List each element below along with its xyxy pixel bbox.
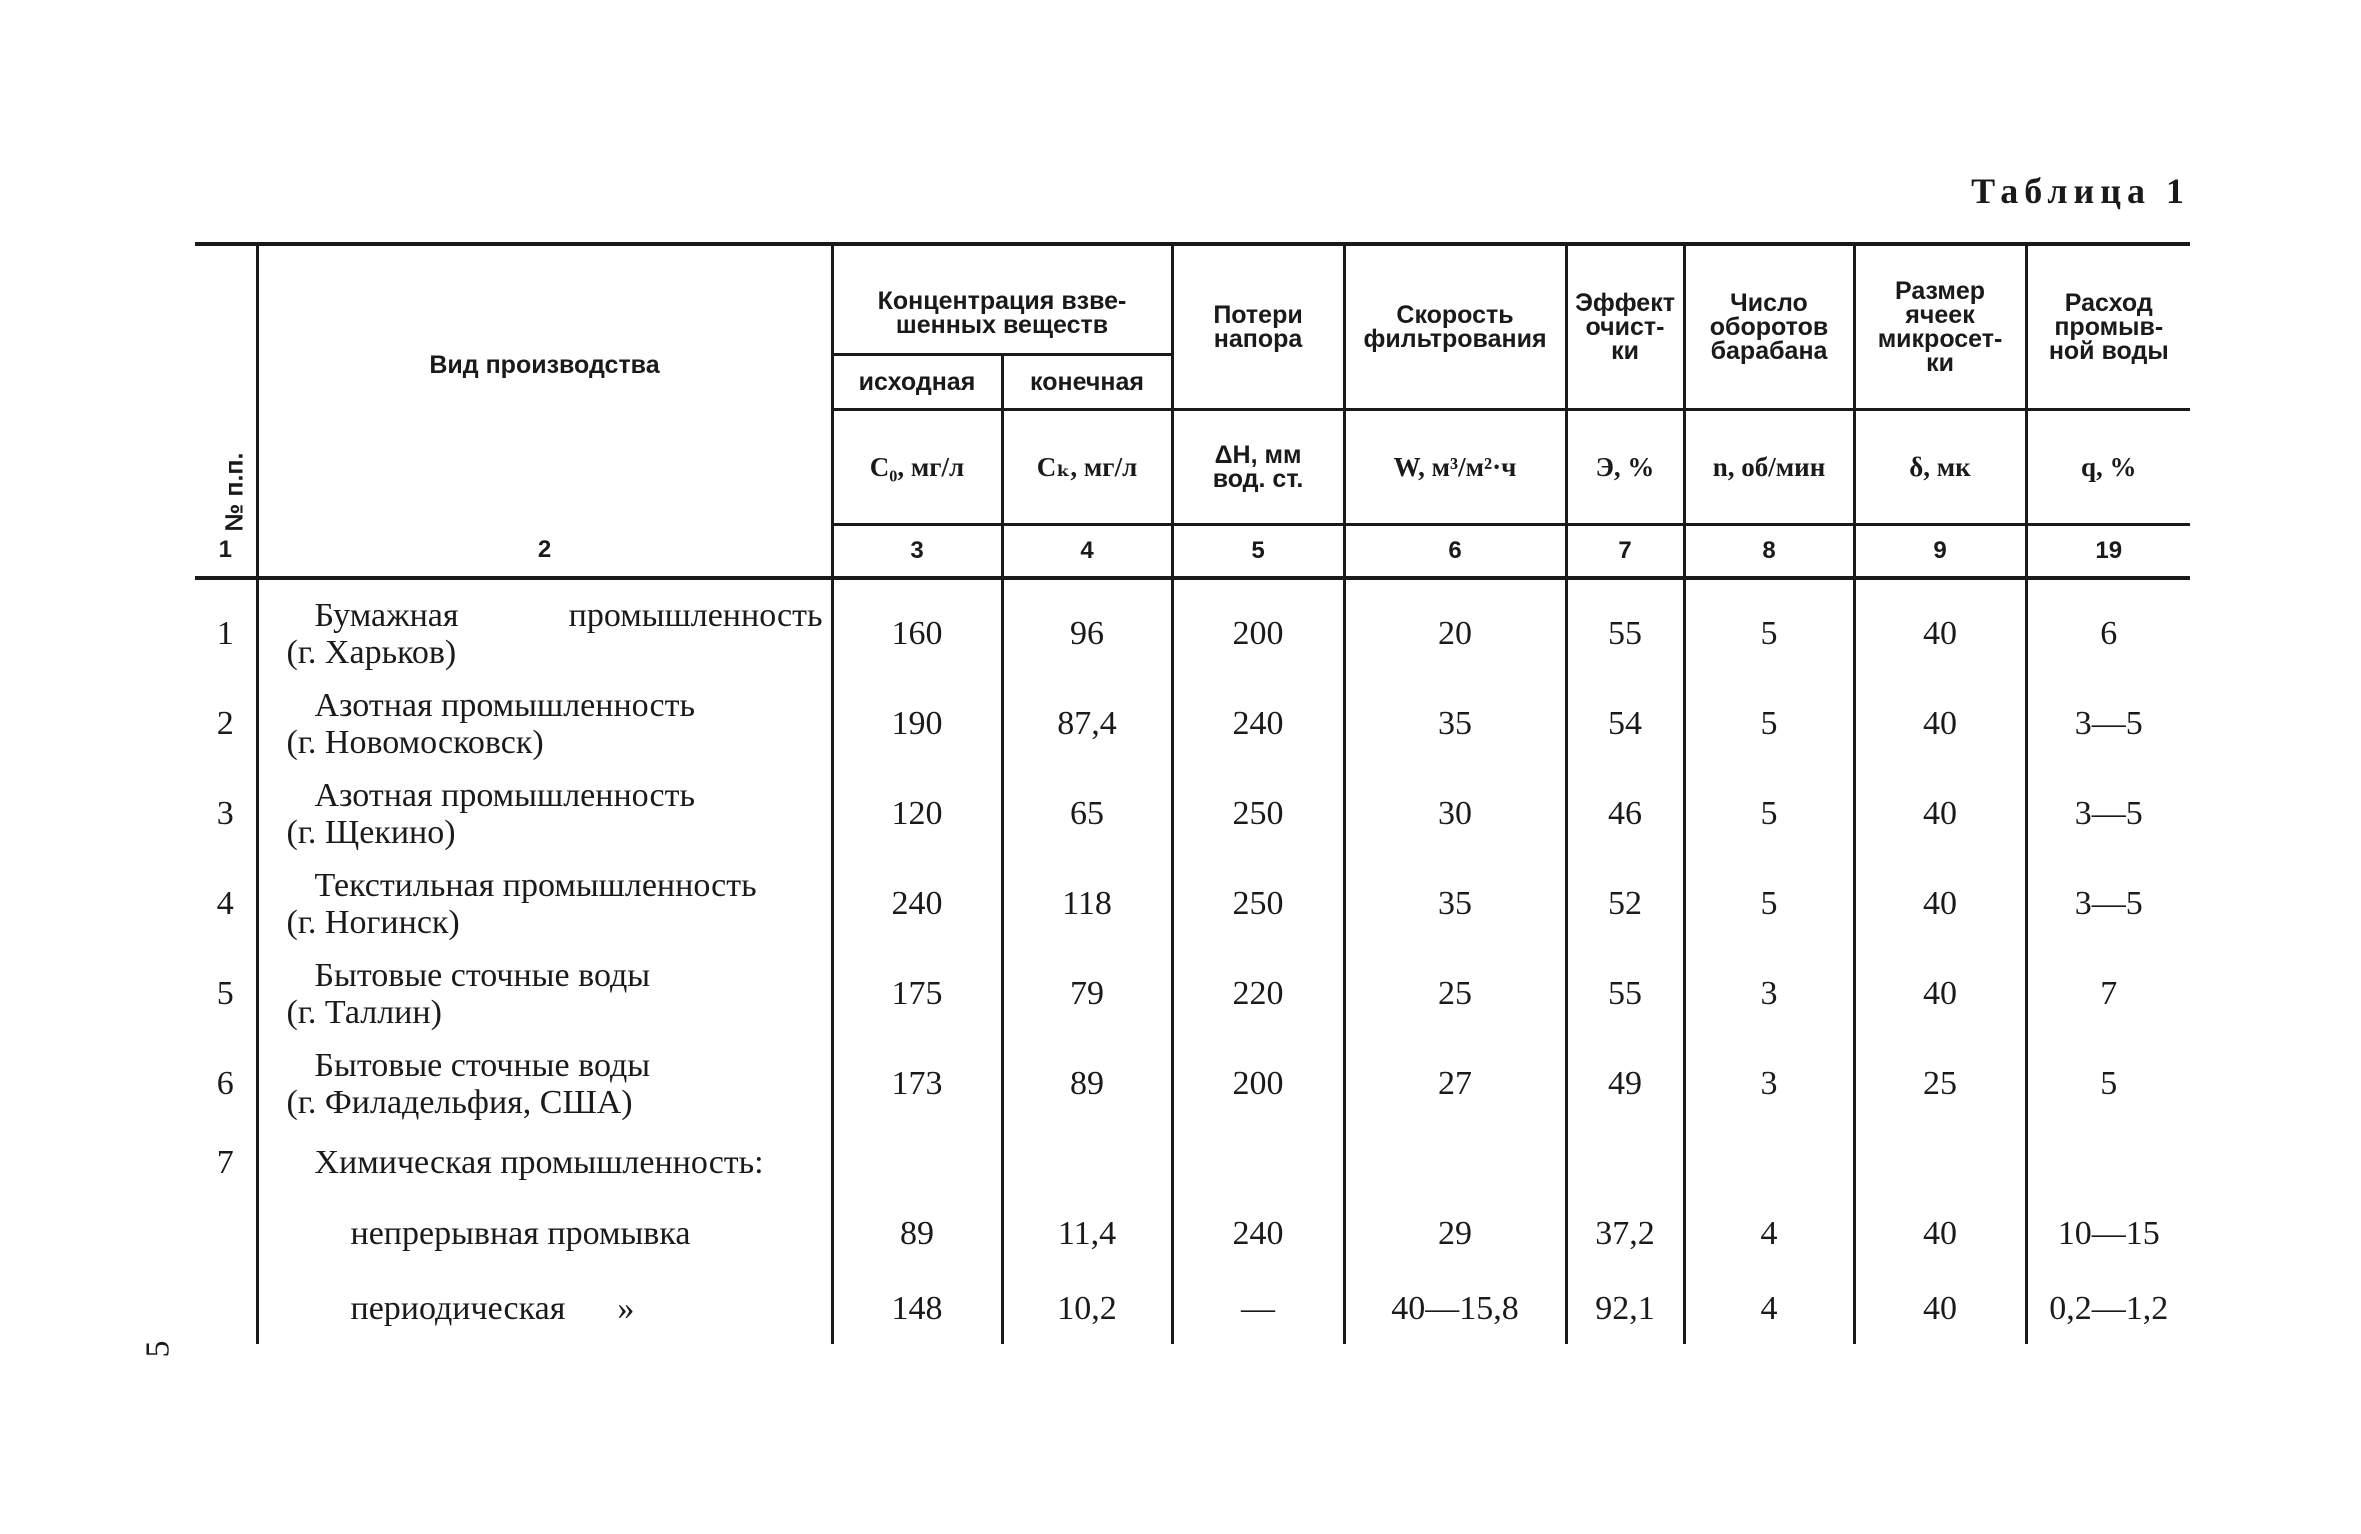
production-name-line2: (г. Ногинск): [286, 903, 460, 941]
cell-c0: 160: [832, 578, 1002, 674]
column-number: 7: [1566, 524, 1684, 578]
cell-e: 92,1: [1566, 1266, 1684, 1344]
cell-q: 5: [2026, 1034, 2190, 1124]
cell-delta: 40: [1854, 764, 2026, 854]
cell-ck: 87,4: [1002, 674, 1172, 764]
cell-rpm: 3: [1684, 1034, 1854, 1124]
production-name: [257, 1034, 832, 1124]
header-head-loss: Потери напора: [1172, 244, 1344, 409]
table-body: [195, 578, 2190, 1344]
cell-delta: 40: [1854, 854, 2026, 944]
cell-rpm: 3: [1684, 944, 1854, 1034]
cell-ck: 96: [1002, 578, 1172, 674]
cell-w: 25: [1344, 944, 1566, 1034]
cell-q: 3—5: [2026, 674, 2190, 764]
row-number: 4: [216, 884, 234, 922]
cell-ck: 65: [1002, 764, 1172, 854]
cell-dh: 220: [1172, 944, 1344, 1034]
cell-ck: 89: [1002, 1034, 1172, 1124]
cell-ck: 10,2: [1002, 1266, 1172, 1344]
production-name-line1: Азотная промышленность: [314, 686, 695, 724]
table-row: [195, 854, 2190, 944]
production-name: [257, 764, 832, 854]
unit-delta: δ, мк: [1854, 409, 2026, 524]
cell-dh: 250: [1172, 854, 1344, 944]
cell-ck: 11,4: [1002, 1194, 1172, 1266]
production-name: [257, 854, 832, 944]
cell-w: 35: [1344, 854, 1566, 944]
cell-rpm: 5: [1684, 578, 1854, 674]
cell-dh: —: [1172, 1266, 1344, 1344]
column-number: 19: [2026, 524, 2190, 578]
cell-e: 52: [1566, 854, 1684, 944]
cell-q: 3—5: [2026, 764, 2190, 854]
production-name-line2: (г. Харьков): [286, 633, 457, 671]
table-row: [195, 1194, 2190, 1266]
cell-c0: 175: [832, 944, 1002, 1034]
header-efficiency: Эффект очист- ки: [1566, 244, 1684, 409]
unit-e: Э, %: [1566, 409, 1684, 524]
cell-e: 46: [1566, 764, 1684, 854]
header-concentration-group: Концентрация взве- шенных веществ: [832, 244, 1172, 354]
cell-rpm: 5: [1684, 764, 1854, 854]
cell-ck: 118: [1002, 854, 1172, 944]
unit-dh: ΔН, мм вод. ст.: [1172, 409, 1344, 524]
cell-delta: 25: [1854, 1034, 2026, 1124]
cell-w: 35: [1344, 674, 1566, 764]
table-row: [195, 578, 2190, 674]
column-number: 2: [257, 524, 832, 578]
column-number: 9: [1854, 524, 2026, 578]
header-production-type: Вид производства: [257, 244, 832, 524]
cell-dh: 200: [1172, 1034, 1344, 1124]
cell-c0: 240: [832, 854, 1002, 944]
cell-e: 55: [1566, 578, 1684, 674]
column-number: 1: [195, 524, 257, 578]
production-name-line2: (г. Новомосковск): [286, 723, 544, 761]
production-name: [257, 1266, 832, 1344]
header-drum-rpm: Число оборотов барабана: [1684, 244, 1854, 409]
cell-delta: 40: [1854, 944, 2026, 1034]
column-number: 3: [832, 524, 1002, 578]
production-name-line2: (г. Щекино): [286, 813, 456, 851]
cell-rpm: 4: [1684, 1266, 1854, 1344]
cell-e: 54: [1566, 674, 1684, 764]
cell-delta: 40: [1854, 674, 2026, 764]
table-title: Таблица 1: [1971, 171, 2190, 211]
header-mesh-size: Размер ячеек микросет- ки: [1854, 244, 2026, 409]
cell-q: 0,2—1,2: [2026, 1266, 2190, 1344]
production-name-line1: Химическая промышленность:: [314, 1144, 764, 1181]
cell-rpm: 4: [1684, 1194, 1854, 1266]
cell-e: 55: [1566, 944, 1684, 1034]
cell-ck: 79: [1002, 944, 1172, 1034]
column-number: 6: [1344, 524, 1566, 578]
cell-q: 3—5: [2026, 854, 2190, 944]
cell-dh: 200: [1172, 578, 1344, 674]
production-name-line2: (г. Таллин): [286, 993, 442, 1031]
production-name-line1b: промышленность: [568, 596, 823, 634]
production-name-line2: (г. Филадельфия, США): [286, 1083, 633, 1121]
production-subname: периодическая: [350, 1290, 566, 1327]
cell-w: 27: [1344, 1034, 1566, 1124]
cell-c0: 148: [832, 1266, 1002, 1344]
row-number: 2: [216, 704, 234, 742]
cell-c0: 173: [832, 1034, 1002, 1124]
cell-delta: 40: [1854, 578, 2026, 674]
row-number: 7: [216, 1143, 234, 1181]
cell-dh: 240: [1172, 1194, 1344, 1266]
column-number: 8: [1684, 524, 1854, 578]
row-number: 3: [216, 794, 234, 832]
cell-q: 10—15: [2026, 1194, 2190, 1266]
cell-q: 7: [2026, 944, 2190, 1034]
cell-c0: 89: [832, 1194, 1002, 1266]
production-name-line1: Бытовые сточные воды: [314, 956, 651, 994]
cell-c0: 190: [832, 674, 1002, 764]
header-concentration-initial: исходная: [832, 354, 1002, 409]
cell-rpm: 5: [1684, 854, 1854, 944]
production-name-line1a: Бумажная: [314, 596, 459, 634]
cell-e: 37,2: [1566, 1194, 1684, 1266]
ditto-mark: »: [617, 1290, 635, 1327]
table-row: [195, 944, 2190, 1034]
cell-w: 40—15,8: [1344, 1266, 1566, 1344]
header-filtration-speed: Скорость фильтрования: [1344, 244, 1566, 409]
table-row: [195, 674, 2190, 764]
cell-q: 6: [2026, 578, 2190, 674]
page-number: 5: [139, 1340, 177, 1358]
production-name-line1: Азотная промышленность: [314, 776, 695, 814]
unit-n: n, об/мин: [1684, 409, 1854, 524]
production-name: [257, 578, 832, 674]
production-name-line1: Текстильная промышленность: [314, 866, 757, 904]
data-table: [195, 242, 2190, 1344]
table-row: [195, 764, 2190, 854]
table-row: [195, 1266, 2190, 1344]
unit-w: W, м³/м²·ч: [1344, 409, 1566, 524]
production-name: [257, 1124, 832, 1194]
row-number: 1: [216, 614, 234, 652]
header-number-label: № п.п.: [220, 452, 249, 532]
production-name: [257, 1194, 832, 1266]
header-number-col: [195, 244, 257, 532]
unit-q: q, %: [2026, 409, 2190, 524]
unit-c0: С₀, мг/л: [832, 409, 1002, 524]
cell-c0: 120: [832, 764, 1002, 854]
header-concentration-final: конечная: [1002, 354, 1172, 409]
cell-delta: 40: [1854, 1266, 2026, 1344]
unit-ck: Сₖ, мг/л: [1002, 409, 1172, 524]
row-number: 6: [216, 1064, 234, 1102]
header-wash-water: Расход промыв- ной воды: [2026, 244, 2190, 409]
cell-w: 20: [1344, 578, 1566, 674]
table-row: [195, 1034, 2190, 1124]
cell-rpm: 5: [1684, 674, 1854, 764]
cell-w: 29: [1344, 1194, 1566, 1266]
row-number: 5: [216, 974, 234, 1012]
production-name: [257, 944, 832, 1034]
cell-w: 30: [1344, 764, 1566, 854]
cell-dh: 250: [1172, 764, 1344, 854]
production-name-line1: Бытовые сточные воды: [314, 1046, 651, 1084]
column-numbers-row: [195, 524, 2190, 578]
cell-e: 49: [1566, 1034, 1684, 1124]
column-number: 5: [1172, 524, 1344, 578]
cell-delta: 40: [1854, 1194, 2026, 1266]
production-name: [257, 674, 832, 764]
cell-dh: 240: [1172, 674, 1344, 764]
table-row: [195, 1124, 2190, 1194]
column-number: 4: [1002, 524, 1172, 578]
production-subname: непрерывная промывка: [350, 1215, 691, 1252]
